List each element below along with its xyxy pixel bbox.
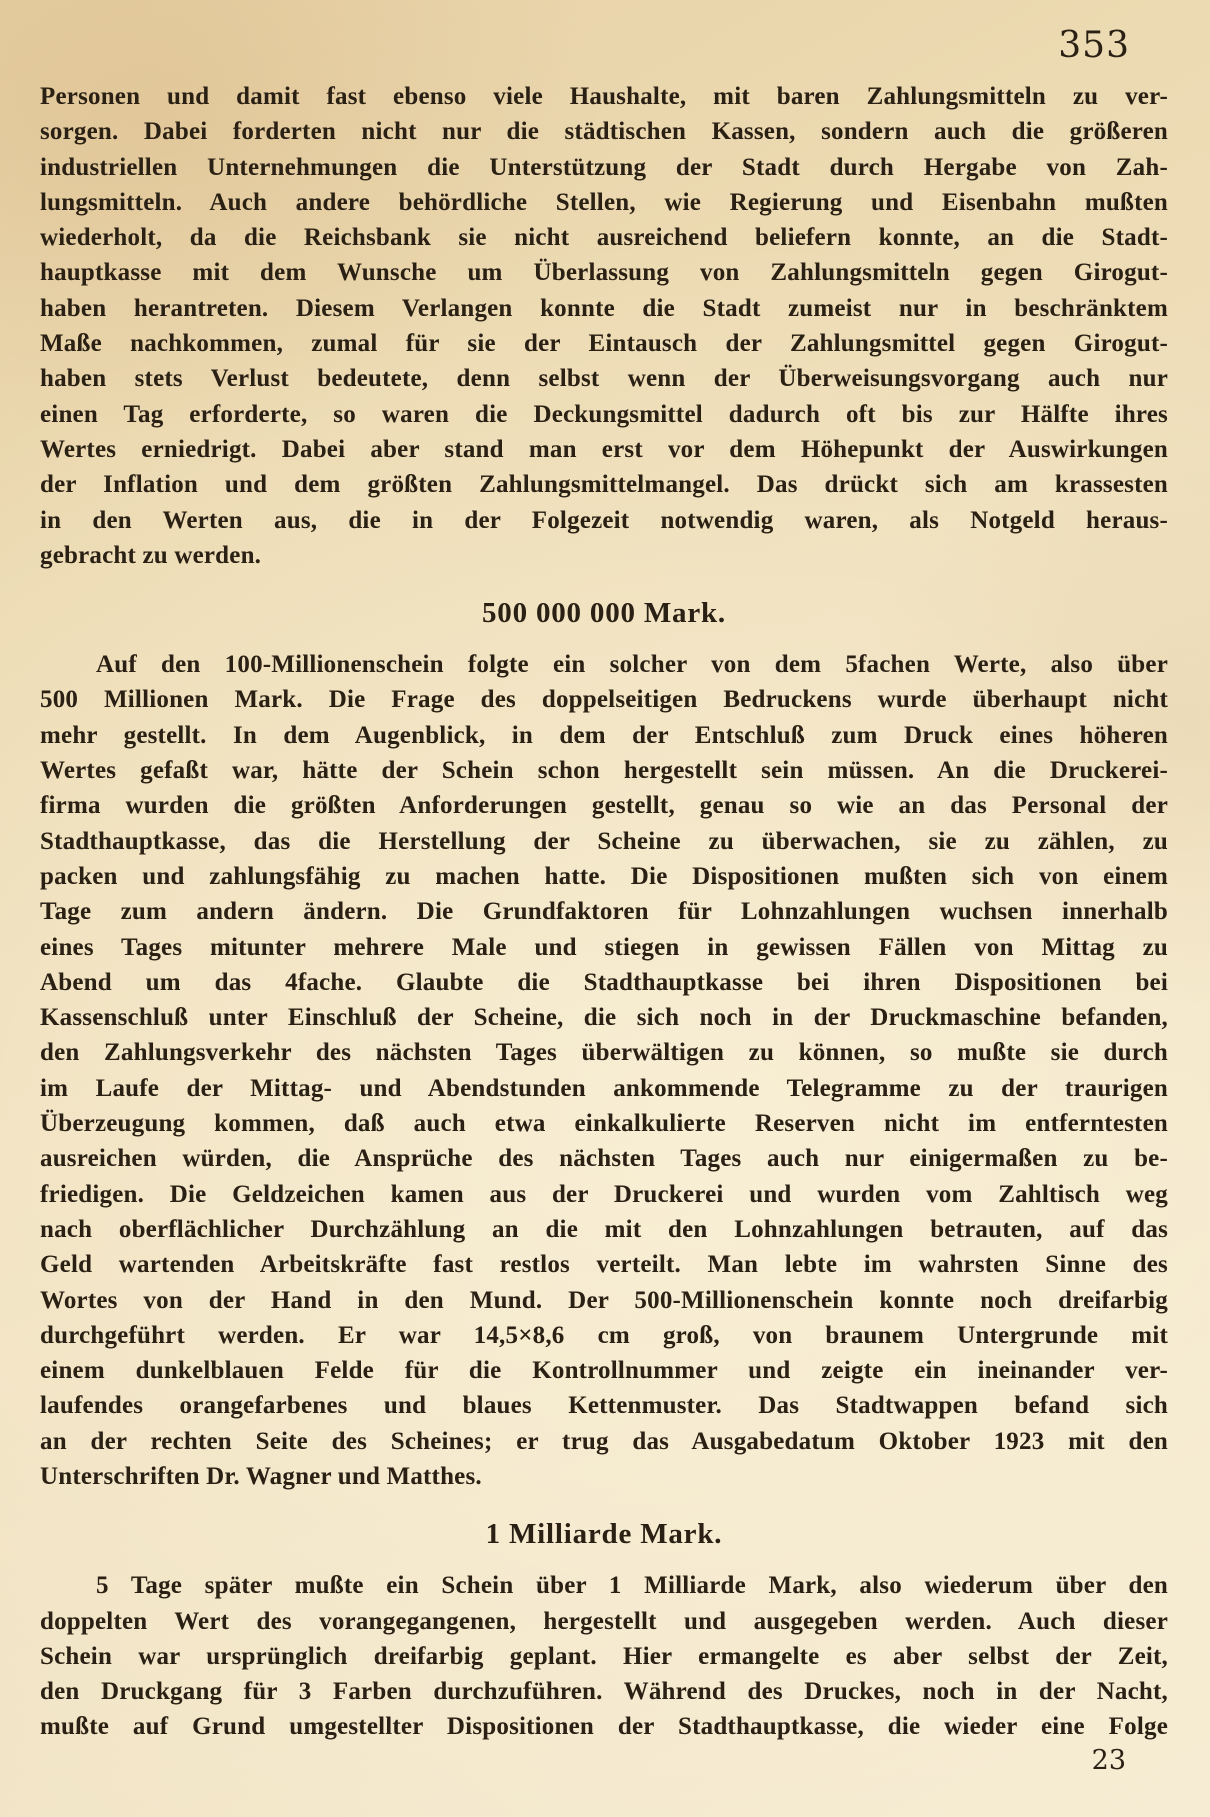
- text-line: Personen und damit fast ebenso viele Haushalte, mit baren Zahlungsmitteln zu ver-: [40, 83, 1168, 110]
- text-line: mehr gestellt. In dem Augenblick, in dem der Entschluß zum Druck eines höheren: [40, 721, 1168, 749]
- text-line: Kassenschluß unter Einschluß der Scheine, die sich noch in der Druckmaschine befanden,: [40, 1004, 1168, 1032]
- text-line: doppelten Wert des vorangegangenen, hergestellt und ausgegeben werden. Auch dieser: [40, 1607, 1168, 1635]
- text-line: den Zahlungsverkehr des nächsten Tages überwältigen zu können, so mußte sie durch: [40, 1039, 1168, 1067]
- text-line: haben herantreten. Diesem Verlangen konnte die Stadt zumeist nur in beschränktem: [40, 294, 1168, 322]
- text-line: den Druckgang für 3 Farben durchzuführen. Während des Druckes, noch in der Nacht,: [40, 1678, 1168, 1706]
- text-line: ausreichen würden, die Ansprüche des nächsten Tages auch nur einigermaßen zu be-: [40, 1145, 1168, 1173]
- text-line: in den Werten aus, die in der Folgezeit notwendig waren, als Notgeld heraus-: [40, 506, 1168, 534]
- text-line: Schein war ursprünglich dreifarbig geplant. Hier ermangelte es aber selbst der Zeit,: [40, 1642, 1168, 1670]
- text-line: haben stets Verlust bedeutete, denn selbst wenn der Überweisungsvorgang auch nur: [40, 365, 1168, 393]
- text-line: Wortes von der Hand in den Mund. Der 500-Millionenschein konnte noch dreifarbig: [40, 1286, 1168, 1314]
- text-line: Abend um das 4fache. Glaubte die Stadthauptkasse bei ihren Dispositionen bei: [40, 968, 1168, 996]
- paragraph: [40, 647, 1168, 1494]
- text-line: sorgen. Dabei forderten nicht nur die städtischen Kassen, sondern auch die größeren: [40, 118, 1168, 146]
- text-line: wiederholt, da die Reichsbank sie nicht ausreichend beliefern konnte, an die Stadt-: [40, 224, 1168, 252]
- text-line: nach oberflächlicher Durchzählung an die mit den Lohnzahlungen betrauten, auf das: [40, 1215, 1168, 1243]
- text-line: firma wurden die größten Anforderungen gestellt, genau so wie an das Personal der: [40, 792, 1168, 820]
- text-line: mußte auf Grund umgestellter Dispositionen der Stadthauptkasse, die wieder eine Folge: [40, 1713, 1168, 1741]
- text-line: 5 Tage später mußte ein Schein über 1 Milliarde Mark, also wiederum über den: [96, 1572, 1168, 1600]
- section-heading: 1 Milliarde Mark.: [485, 1518, 723, 1551]
- text-line: durchgeführt werden. Er war 14,5×8,6 cm groß, von braunem Untergrunde mit: [40, 1321, 1168, 1349]
- text-line: industriellen Unternehmungen die Unterstützung der Stadt durch Hergabe von Zah-: [40, 153, 1168, 181]
- paragraph: [40, 79, 1168, 573]
- text-line: friedigen. Die Geldzeichen kamen aus der Druckerei und wurden vom Zahltisch weg: [40, 1180, 1168, 1208]
- page-body: [40, 79, 1168, 1745]
- text-line: 500 Millionen Mark. Die Frage des doppelseitigen Bedruckens wurde überhaupt nicht: [40, 686, 1168, 714]
- text-line: Maße nachkommen, zumal für sie der Eintausch der Zahlungsmittel gegen Girogut-: [40, 330, 1168, 358]
- text-line: Unterschriften Dr. Wagner und Matthes.: [40, 1462, 482, 1490]
- signature-number: 23: [1091, 1745, 1126, 1776]
- text-line: der Inflation und dem größten Zahlungsmittelmangel. Das drückt sich am krassesten: [40, 471, 1168, 499]
- section-heading: 500 000 000 Mark.: [482, 597, 726, 630]
- text-line: gebracht zu werden.: [40, 541, 262, 569]
- text-line: Auf den 100-Millionenschein folgte ein solcher von dem 5fachen Werte, also über: [96, 651, 1168, 679]
- text-line: laufendes orangefarbenes und blaues Kettenmuster. Das Stadtwappen befand sich: [40, 1392, 1168, 1420]
- text-line: einen Tag erforderte, so waren die Deckungsmittel dadurch oft bis zur Hälfte ihres: [40, 400, 1168, 428]
- text-line: im Laufe der Mittag- und Abendstunden ankommende Telegramme zu der traurigen: [40, 1074, 1168, 1102]
- text-line: einem dunkelblauen Felde für die Kontrollnummer und zeigte ein ineinander ver-: [40, 1357, 1168, 1385]
- text-line: Geld wartenden Arbeitskräfte fast restlos verteilt. Man lebte im wahrsten Sinne des: [40, 1251, 1168, 1279]
- text-line: Stadthauptkasse, das die Herstellung der Scheine zu überwachen, sie zu zählen, zu: [40, 827, 1168, 855]
- text-line: Tage zum andern ändern. Die Grundfaktoren für Lohnzahlungen wuchsen innerhalb: [40, 898, 1168, 926]
- text-line: Wertes gefaßt war, hätte der Schein schon hergestellt sein müssen. An die Druckerei-: [40, 757, 1168, 785]
- text-line: lungsmitteln. Auch andere behördliche Stellen, wie Regierung und Eisenbahn mußten: [40, 188, 1168, 216]
- text-line: Wertes erniedrigt. Dabei aber stand man erst vor dem Höhepunkt der Auswirkungen: [40, 435, 1168, 463]
- text-line: hauptkasse mit dem Wunsche um Überlassung von Zahlungsmitteln gegen Girogut-: [40, 259, 1168, 287]
- paragraph: [40, 1568, 1168, 1744]
- text-line: eines Tages mitunter mehrere Male und stiegen in gewissen Fällen von Mittag zu: [40, 933, 1168, 961]
- text-line: packen und zahlungsfähig zu machen hatte. Die Dispositionen mußten sich von einem: [40, 862, 1168, 890]
- text-line: Überzeugung kommen, daß auch etwa einkalkulierte Reserven nicht im entferntesten: [40, 1110, 1168, 1138]
- text-line: an der rechten Seite des Scheines; er trug das Ausgabedatum Oktober 1923 mit den: [40, 1427, 1168, 1455]
- page-number: 353: [1058, 25, 1130, 66]
